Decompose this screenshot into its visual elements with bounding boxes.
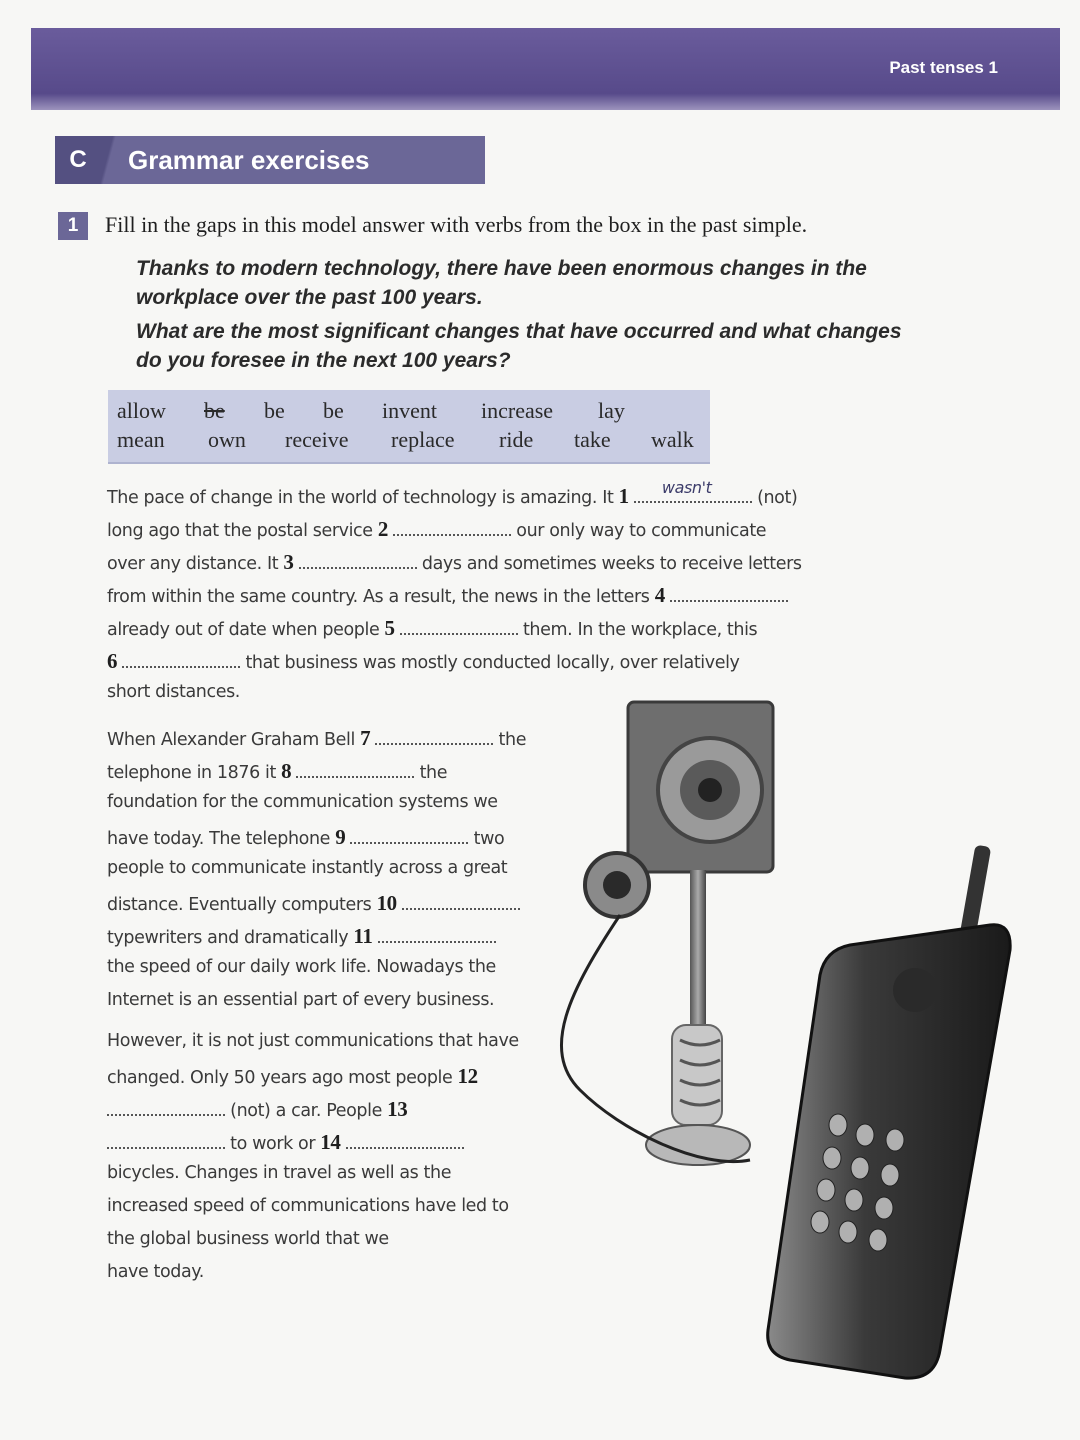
verb-word: take bbox=[574, 427, 611, 452]
text-fragment: our only way to communicate bbox=[516, 521, 767, 541]
text-fragment: days and sometimes weeks to receive letters bbox=[421, 554, 802, 574]
essay-prompt-line-1: Thanks to modern technology, there have been enormous changes in the bbox=[136, 257, 867, 280]
candlestick-phone bbox=[561, 702, 773, 1165]
verb-word: be bbox=[264, 398, 285, 423]
gap-number: 9 bbox=[335, 825, 346, 849]
section-divider bbox=[99, 136, 117, 184]
telephones-illustration bbox=[520, 690, 1040, 1390]
gap-6[interactable] bbox=[122, 652, 240, 668]
gap-11[interactable] bbox=[378, 927, 496, 943]
gap-number: 4 bbox=[654, 583, 665, 607]
gap-number: 7 bbox=[360, 726, 371, 750]
gap-number: 5 bbox=[384, 616, 395, 640]
verb-word: lay bbox=[598, 398, 625, 423]
verb-word: invent bbox=[382, 398, 437, 423]
text-fragment: that business was mostly conducted locally, over relatively bbox=[245, 653, 740, 673]
text-line bbox=[107, 1064, 478, 1089]
gap-7[interactable] bbox=[375, 729, 493, 745]
essay-prompt-line-3: What are the most significant changes that have occurred and what changes bbox=[136, 320, 902, 343]
text-line: However, it is not just communications that have bbox=[107, 1031, 519, 1051]
gap-10[interactable] bbox=[402, 894, 520, 910]
text-fragment: two bbox=[473, 829, 505, 849]
text-fragment: typewriters and dramatically bbox=[107, 928, 349, 948]
text-fragment: the bbox=[498, 730, 527, 750]
text-line bbox=[107, 583, 788, 608]
text-line: people to communicate instantly across a great bbox=[107, 858, 508, 878]
gap-number: 3 bbox=[283, 550, 294, 574]
header-band bbox=[31, 28, 1060, 110]
verb-word: mean bbox=[117, 427, 165, 452]
text-fragment: long ago that the postal service bbox=[107, 521, 373, 541]
text-fragment: (not) bbox=[757, 488, 798, 508]
text-line: bicycles. Changes in travel as well as the bbox=[107, 1163, 452, 1183]
text-fragment: telephone in 1876 it bbox=[107, 763, 276, 783]
gap-13[interactable] bbox=[107, 1133, 225, 1149]
gap-number: 8 bbox=[281, 759, 292, 783]
gap-number: 6 bbox=[107, 649, 118, 673]
gap-1[interactable] bbox=[634, 478, 752, 503]
text-fragment: from within the same country. As a result, the news in the letters bbox=[107, 587, 650, 607]
verb-word: walk bbox=[651, 427, 694, 452]
text-line bbox=[107, 1130, 464, 1155]
verb-word: receive bbox=[285, 427, 349, 452]
text-line bbox=[107, 759, 447, 784]
verb-word: allow bbox=[117, 398, 166, 423]
text-fragment: the bbox=[419, 763, 448, 783]
text-line bbox=[107, 649, 740, 674]
text-fragment: over any distance. It bbox=[107, 554, 279, 574]
gap-number: 1 bbox=[618, 484, 629, 508]
gap-number: 10 bbox=[376, 891, 397, 915]
text-line: increased speed of communications have led to bbox=[107, 1196, 509, 1216]
handwritten-answer: wasn't bbox=[661, 478, 712, 497]
verb-word-crossed-out: be bbox=[204, 398, 225, 423]
gap-14[interactable] bbox=[346, 1133, 464, 1149]
essay-prompt-line-4: do you foresee in the next 100 years? bbox=[136, 349, 511, 372]
text-line bbox=[107, 825, 504, 850]
text-fragment: When Alexander Graham Bell bbox=[107, 730, 355, 750]
verb-word: ride bbox=[499, 427, 534, 452]
verb-word: be bbox=[323, 398, 344, 423]
gap-number: 14 bbox=[320, 1130, 341, 1154]
text-line: the global business world that we bbox=[107, 1229, 389, 1249]
text-fragment: The pace of change in the world of technology is amazing. It bbox=[107, 488, 614, 508]
mobile-phone bbox=[768, 845, 1010, 1379]
text-fragment: have today. The telephone bbox=[107, 829, 331, 849]
gap-4[interactable] bbox=[670, 586, 788, 602]
text-line: foundation for the communication systems we bbox=[107, 792, 498, 812]
essay-prompt-line-2: workplace over the past 100 years. bbox=[136, 286, 483, 309]
gap-3[interactable] bbox=[299, 553, 417, 569]
gap-5[interactable] bbox=[400, 619, 518, 635]
section-letter: C bbox=[55, 136, 101, 184]
gap-number: 11 bbox=[353, 924, 373, 948]
text-fragment: to work or bbox=[230, 1134, 316, 1154]
text-line: Internet is an essential part of every business. bbox=[107, 990, 495, 1010]
text-line bbox=[107, 550, 802, 575]
text-fragment: changed. Only 50 years ago most people bbox=[107, 1068, 453, 1088]
gap-9[interactable] bbox=[350, 828, 468, 844]
verb-word: increase bbox=[481, 398, 554, 423]
gap-2[interactable] bbox=[393, 520, 511, 536]
text-line bbox=[107, 1097, 407, 1122]
gap-number: 12 bbox=[457, 1064, 478, 1088]
text-line: short distances. bbox=[107, 682, 240, 702]
verb-word: replace bbox=[391, 427, 455, 452]
text-fragment: distance. Eventually computers bbox=[107, 895, 372, 915]
text-line bbox=[107, 478, 798, 509]
exercise-instruction: Fill in the gaps in this model answer with verbs from the box in the past simple. bbox=[105, 212, 808, 237]
text-fragment: them. In the workplace, this bbox=[522, 620, 758, 640]
text-fragment: (not) a car. People bbox=[230, 1101, 382, 1121]
text-line: have today. bbox=[107, 1262, 204, 1282]
text-line bbox=[107, 517, 766, 542]
gap-number: 2 bbox=[377, 517, 388, 541]
gap-8[interactable] bbox=[296, 762, 414, 778]
text-line bbox=[107, 616, 757, 641]
unit-topic: Past tenses 1 bbox=[889, 58, 998, 77]
text-line: the speed of our daily work life. Nowadays the bbox=[107, 957, 496, 977]
verb-word: own bbox=[208, 427, 246, 452]
section-title: Grammar exercises bbox=[128, 145, 370, 175]
gap-12[interactable] bbox=[107, 1100, 225, 1116]
section-header bbox=[55, 136, 485, 184]
text-line bbox=[107, 891, 520, 916]
verb-box bbox=[108, 390, 710, 464]
text-fragment: already out of date when people bbox=[107, 620, 380, 640]
text-line bbox=[107, 924, 496, 949]
exercise-number: 1 bbox=[58, 212, 88, 240]
gap-number: 13 bbox=[387, 1097, 408, 1121]
text-line bbox=[107, 726, 526, 751]
